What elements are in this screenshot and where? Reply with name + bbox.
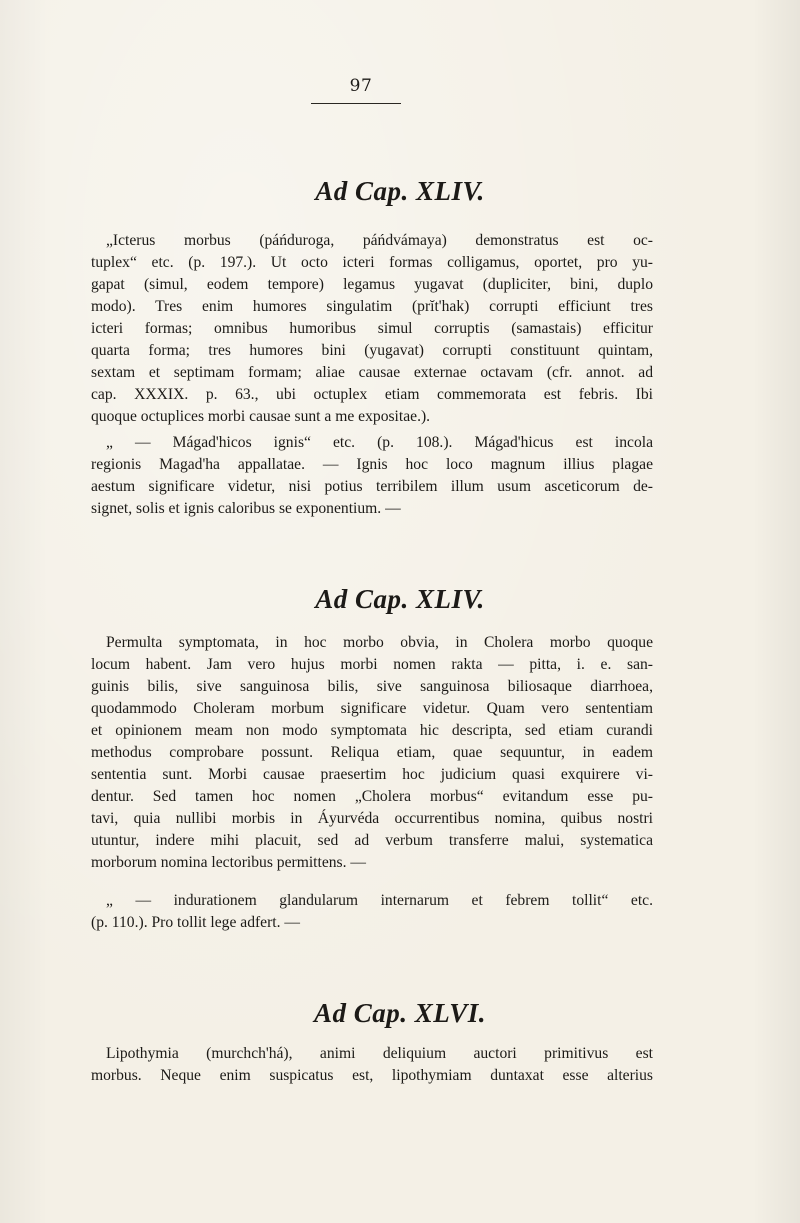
text-line: sextam et septimam formam; aliae causae externae octavam (cfr. annot. ad: [91, 364, 653, 381]
text-line: quoque octuplices morbi causae sunt a me expositae.).: [91, 408, 431, 425]
text-line: dentur. Sed tamen hoc nomen „Cholera morbus“ evitandum esse pu-: [91, 788, 653, 805]
text-line: „ — indurationem glandularum internarum et febrem tollit“ etc.: [106, 892, 653, 909]
text-line: morborum nomina lectoribus permittens. —: [91, 854, 367, 871]
section-heading-cap-45: Ad Cap. XLIV.: [315, 584, 485, 614]
paragraph-icterus: [91, 230, 653, 428]
page-number-rule: [311, 103, 401, 104]
section-heading-cap-46: Ad Cap. XLVI.: [313, 998, 487, 1028]
text-line: locum habent. Jam vero hujus morbi nomen rakta — pitta, i. e. san-: [91, 656, 653, 673]
text-line: utuntur, indere mihi placuit, sed ad verbum transferre malui, systematica: [91, 832, 653, 849]
paragraph-indurationem: [91, 890, 653, 934]
text-line: tuplex“ etc. (p. 197.). Ut octo icteri formas colligamus, oportet, pro yu-: [91, 254, 653, 271]
text-line: aestum significare videtur, nisi potius terribilem illum usum asceticorum de-: [91, 478, 653, 495]
text-line: „ — Mágad'hicos ignis“ etc. (p. 108.). Mágad'hicus est incola: [106, 434, 653, 451]
text-line: regionis Magad'ha appallatae. — Ignis hoc loco magnum illius plagae: [91, 456, 653, 473]
text-line: tavi, quia nullibi morbis in Áyurvéda occurrentibus nomina, quibus nostri: [91, 810, 653, 827]
text-line: quodammodo Choleram morbum significare videtur. Quam vero sententiam: [91, 700, 653, 717]
text-line: „Icterus morbus (páńduroga, páńdvámaya) demonstratus est oc-: [106, 232, 653, 249]
text-line: guinis bilis, sive sanguinosa bilis, sive sanguinosa biliosaque diarrhoea,: [91, 678, 653, 695]
text-line: gapat (simul, eodem tempore) legamus yugavat (dupliciter, bini, duplo: [91, 276, 653, 293]
text-line: morbus. Neque enim suspicatus est, lipothymiam duntaxat esse alterius: [91, 1067, 653, 1084]
text-line: methodus comprobare possunt. Reliqua etiam, quae sequuntur, in eadem: [91, 744, 653, 761]
text-line: modo). Tres enim humores singulatim (prĭt'hak) corrupti efficiunt tres: [91, 298, 653, 315]
text-line: signet, solis et ignis caloribus se exponentium. —: [91, 500, 401, 517]
text-line: sententia sunt. Morbi causae praesertim hoc judicium quasi exquirere vi-: [91, 766, 653, 783]
section-heading-cap-44: Ad Cap. XLIV.: [315, 176, 485, 206]
text-line: et opinionem meam non modo symptomata hic descripta, sed etiam curandi: [91, 722, 653, 739]
page-number: 97: [349, 76, 373, 96]
text-line: cap. XXXIX. p. 63., ubi octuplex etiam commemorata est febris. Ibi: [91, 386, 653, 403]
text-line: Lipothymia (murchch'há), animi deliquium auctori primitivus est: [106, 1045, 653, 1062]
text-line: Permulta symptomata, in hoc morbo obvia, in Cholera morbo quoque: [106, 634, 653, 651]
paragraph-lipothymia: [91, 1043, 653, 1087]
paragraph-magadhicos: [91, 432, 653, 520]
paragraph-permulta: [91, 632, 653, 874]
text-line: quarta forma; tres humores bini (yugavat) corrupti constituunt quintam,: [91, 342, 653, 359]
text-line: icteri formas; omnibus humoribus simul corruptis (samastais) efficitur: [91, 320, 653, 337]
text-line: (p. 110.). Pro tollit lege adfert. —: [91, 914, 301, 931]
